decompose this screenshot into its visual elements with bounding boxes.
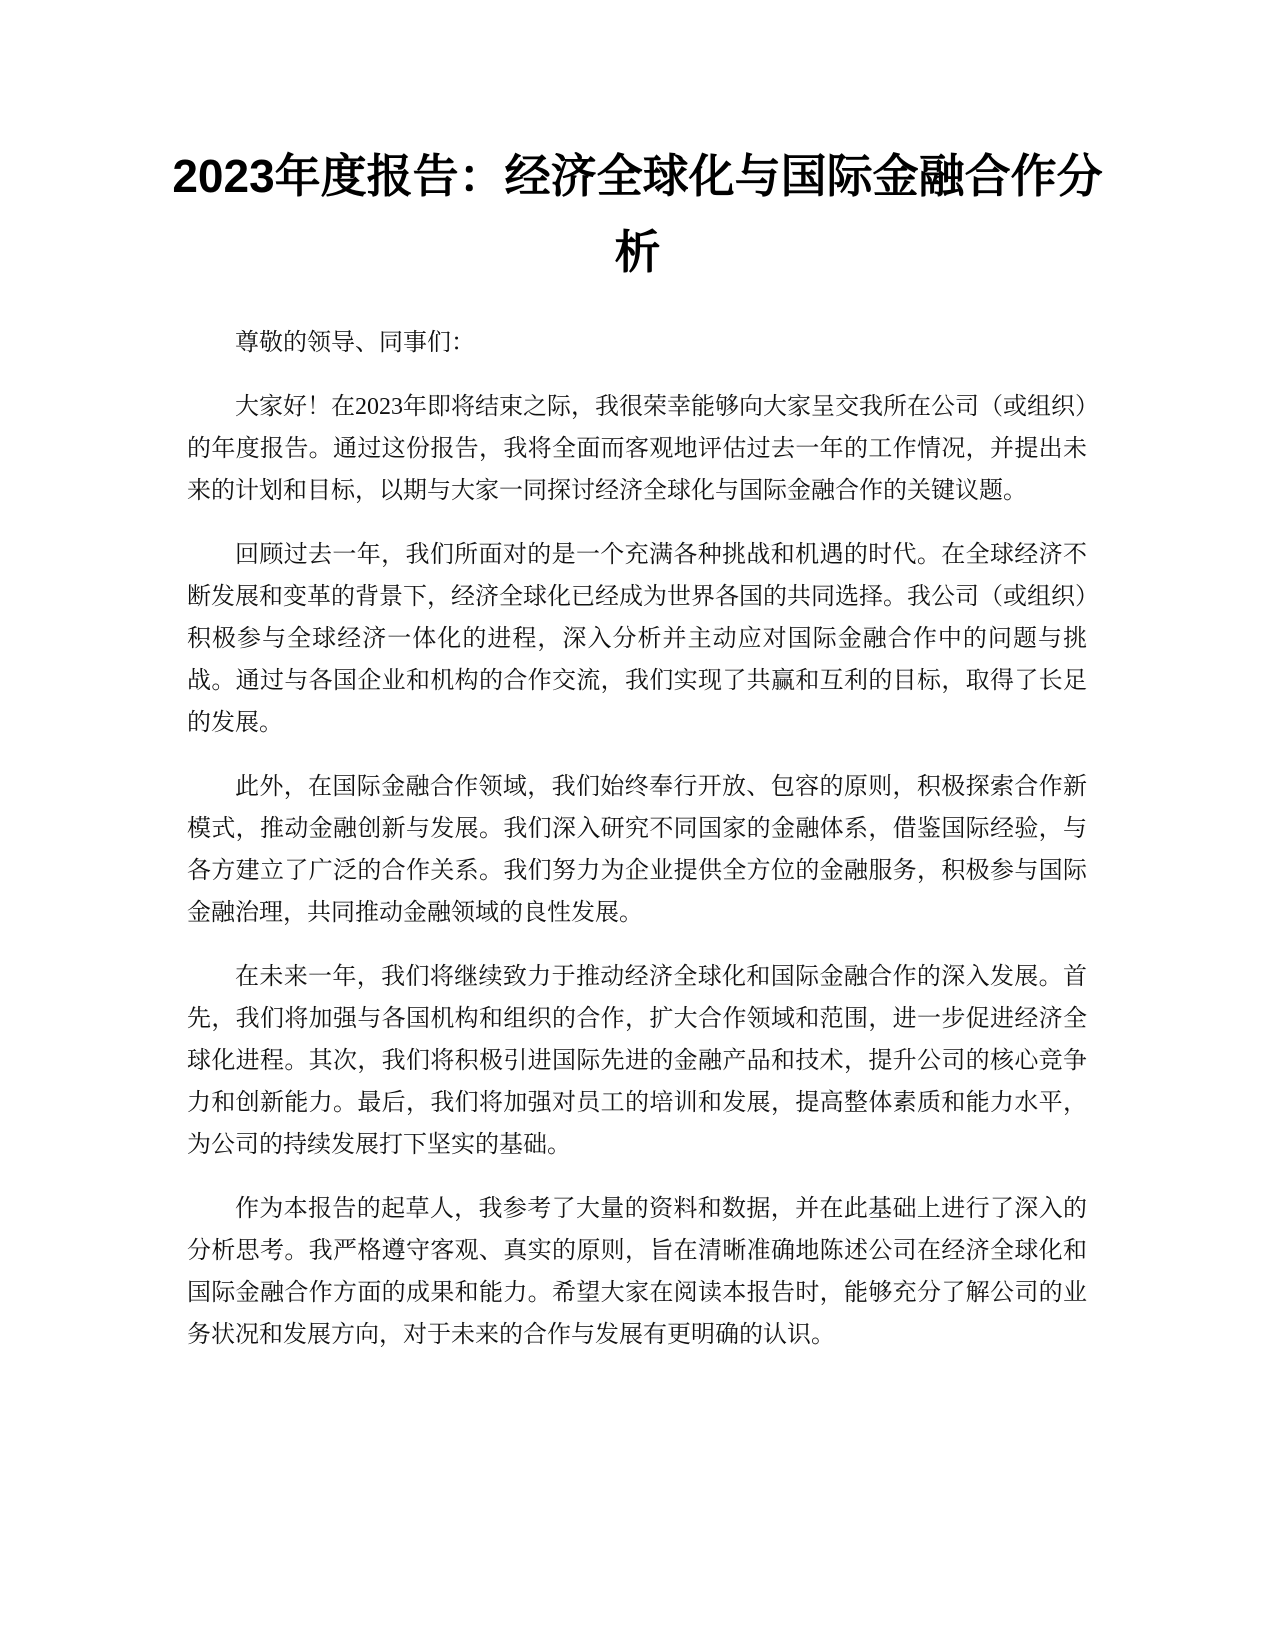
body-paragraph: 大家好！在2023年即将结束之际，我很荣幸能够向大家呈交我所在公司（或组织）的年度报告。通过这份报告，我将全面而客观地评估过去一年的工作情况，并提出未来的计划和目标，以期与大家一同探讨经济全球化与国际金融合作的关键议题。	[187, 394, 1087, 504]
document-body	[187, 322, 1087, 1378]
body-paragraph: 回顾过去一年，我们所面对的是一个充满各种挑战和机遇的时代。在全球经济不断发展和变革的背景下，经济全球化已经成为世界各国的共同选择。我公司（或组织）积极参与全球经济一体化的进程，深入分析并主动应对国际金融合作中的问题与挑战。通过与各国企业和机构的合作交流，我们实现了共赢和互利的目标，取得了长足的发展。	[187, 542, 1087, 736]
salutation-paragraph: 尊敬的领导、同事们：	[235, 330, 475, 356]
document-title: 2023年度报告：经济全球化与国际金融合作分析	[172, 150, 1103, 278]
body-paragraph: 在未来一年，我们将继续致力于推动经济全球化和国际金融合作的深入发展。首先，我们将加强与各国机构和组织的合作，扩大合作领域和范围，进一步促进经济全球化进程。其次，我们将积极引进国际先进的金融产品和技术，提升公司的核心竞争力和创新能力。最后，我们将加强对员工的培训和发展，提高整体素质和能力水平，为公司的持续发展打下坚实的基础。	[187, 964, 1087, 1158]
body-paragraph: 此外，在国际金融合作领域，我们始终奉行开放、包容的原则，积极探索合作新模式，推动金融创新与发展。我们深入研究不同国家的金融体系，借鉴国际经验，与各方建立了广泛的合作关系。我们努力为企业提供全方位的金融服务，积极参与国际金融治理，共同推动金融领域的良性发展。	[187, 774, 1087, 926]
body-paragraph: 作为本报告的起草人，我参考了大量的资料和数据，并在此基础上进行了深入的分析思考。我严格遵守客观、真实的原则，旨在清晰准确地陈述公司在经济全球化和国际金融合作方面的成果和能力。希望大家在阅读本报告时，能够充分了解公司的业务状况和发展方向，对于未来的合作与发展有更明确的认识。	[187, 1196, 1087, 1348]
